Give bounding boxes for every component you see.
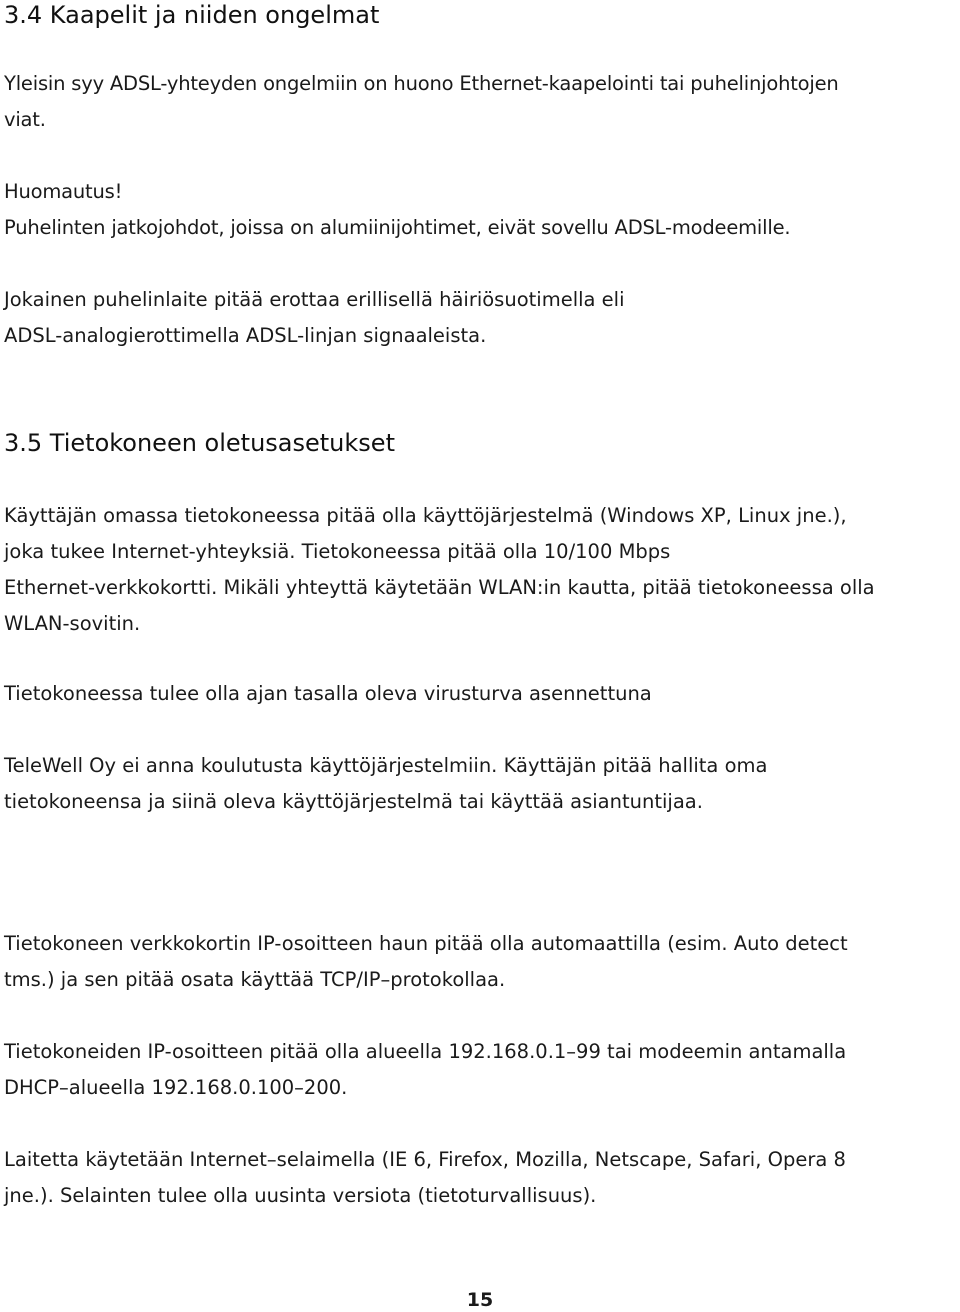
text-line: WLAN-sovitin.: [4, 612, 141, 635]
paragraph-training: [4, 748, 767, 820]
text-line: viat.: [4, 108, 46, 131]
paragraph-ip-range: [4, 1034, 846, 1106]
paragraph-antivirus: [4, 676, 652, 712]
note-label: Huomautus!: [4, 180, 123, 203]
text-line: Jokainen puhelinlaite pitää erottaa erillisellä häiriösuotimella eli: [4, 288, 625, 311]
section-heading-3-5: 3.5 Tietokoneen oletusasetukset: [4, 429, 395, 457]
paragraph-os-requirements: [4, 498, 875, 642]
text-line: Laitetta käytetään Internet–selaimella (IE 6, Firefox, Mozilla, Netscape, Safari, Opera 8: [4, 1148, 846, 1171]
text-line: Ethernet-verkkokortti. Mikäli yhteyttä käytetään WLAN:in kautta, pitää tietokoneessa olla: [4, 576, 875, 599]
text-line: tietokoneensa ja siinä oleva käyttöjärjestelmä tai käyttää asiantuntijaa.: [4, 790, 703, 813]
text-line: TeleWell Oy ei anna koulutusta käyttöjärjestelmiin. Käyttäjän pitää hallita oma: [4, 754, 768, 777]
text-line: Käyttäjän omassa tietokoneessa pitää olla käyttöjärjestelmä (Windows XP, Linux jne.),: [4, 504, 847, 527]
paragraph-network-card: [4, 926, 848, 998]
section-heading-3-4: 3.4 Kaapelit ja niiden ongelmat: [4, 1, 380, 29]
text-line: joka tukee Internet-yhteyksiä. Tietokoneessa pitää olla 10/100 Mbps: [4, 540, 671, 563]
page-number: 15: [466, 1289, 494, 1311]
text-line: Yleisin syy ADSL-yhteyden ongelmiin on huono Ethernet-kaapelointi tai puhelinjohtojen: [4, 72, 839, 95]
text-line: DHCP–alueella 192.168.0.100–200.: [4, 1076, 348, 1099]
text-line: Tietokoneiden IP-osoitteen pitää olla alueella 192.168.0.1–99 tai modeemin antamalla: [4, 1040, 847, 1063]
text-line: tms.) ja sen pitää osata käyttää TCP/IP–protokollaa.: [4, 968, 506, 991]
text-line: ADSL-analogierottimella ADSL-linjan signaaleista.: [4, 324, 487, 347]
paragraph-cables-intro: [4, 66, 839, 138]
note-text: Puhelinten jatkojohdot, joissa on alumiinijohtimet, eivät sovellu ADSL-modeemille.: [4, 216, 791, 239]
paragraph-browser: [4, 1142, 846, 1214]
text-line: jne.). Selainten tulee olla uusinta versiota (tietoturvallisuus).: [4, 1184, 597, 1207]
paragraph-note: [4, 174, 790, 246]
text-line: Tietokoneessa tulee olla ajan tasalla oleva virusturva asennettuna: [4, 682, 652, 705]
text-line: Tietokoneen verkkokortin IP-osoitteen haun pitää olla automaattilla (esim. Auto detect: [4, 932, 848, 955]
paragraph-filter: [4, 282, 625, 354]
